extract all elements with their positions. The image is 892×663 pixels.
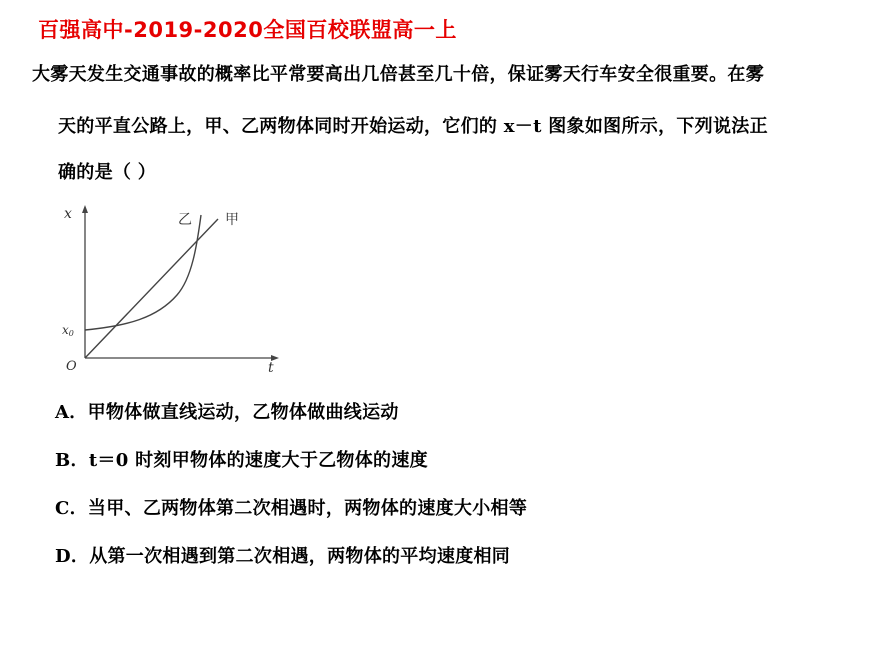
option-a[interactable]: A．甲物体做直线运动，乙物体做曲线运动 (55, 402, 399, 423)
x0-label: x0 (62, 323, 74, 338)
question-line-3: 确的是（ ） (58, 162, 157, 183)
label-yi: 乙 (178, 212, 192, 228)
page-title: 百强高中-2019-2020全国百校联盟高一上 (38, 18, 457, 42)
axis-label-x: x (64, 206, 72, 222)
curve-yi (85, 215, 201, 330)
question-line-1: 大雾天发生交通事故的概率比平常要高出几倍甚至几十倍，保证雾天行车安全很重要。在雾 (32, 64, 764, 85)
axis-label-t: t (268, 360, 274, 375)
question-line-2: 天的平直公路上，甲、乙两物体同时开始运动，它们的 x－t 图象如图所示，下列说法正 (58, 116, 768, 137)
option-b[interactable]: B．t＝0 时刻甲物体的速度大于乙物体的速度 (55, 450, 428, 471)
option-d[interactable]: D．从第一次相遇到第二次相遇，两物体的平均速度相同 (55, 546, 511, 567)
label-jia: 甲 (225, 212, 239, 228)
option-c[interactable]: C．当甲、乙两物体第二次相遇时，两物体的速度大小相等 (55, 498, 528, 519)
line-jia (85, 219, 218, 358)
xt-graph (52, 200, 292, 375)
origin-label: O (66, 359, 77, 374)
y-axis-arrow (82, 205, 88, 213)
